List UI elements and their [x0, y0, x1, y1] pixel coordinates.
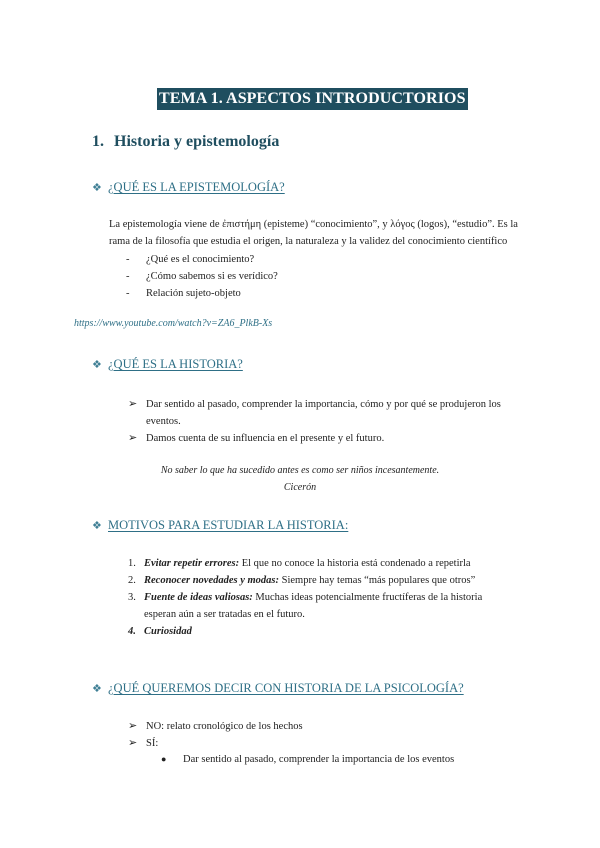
list-item: ➢ SÍ:: [128, 735, 488, 752]
list-item: ➢ NO: relato cronológico de los hechos: [128, 718, 488, 735]
arrow-bullet-icon: ➢: [128, 720, 138, 732]
arrow-bullet-icon: ➢: [128, 432, 138, 444]
video-link[interactable]: https://www.youtube.com/watch?v=ZA6_PlkB-Xs: [74, 318, 273, 329]
list-item: - Relación sujeto-objeto: [126, 288, 241, 299]
heading-number: 1.: [92, 133, 104, 150]
quote: [100, 462, 500, 496]
list-item: - ¿Qué es el conocimiento?: [126, 254, 255, 265]
subsection-epistemology: [92, 180, 285, 195]
diamond-bullet-icon: ❖: [92, 520, 102, 532]
motives-list: [128, 555, 498, 640]
epistemology-list: [126, 251, 278, 302]
heading-text: Historia y epistemología: [114, 133, 280, 150]
subsection-title: MOTIVOS PARA ESTUDIAR LA HISTORIA:: [108, 518, 349, 532]
dot-bullet-icon: ●: [161, 754, 167, 764]
subsection-motives: [92, 518, 348, 533]
epistemology-paragraph: La epistemología viene de ἐπιστήμη (episteme) “conocimiento”, y λόγος (logos), “estudio”. Es la rama de la filosofía que estudia el origen, la naturaleza y la validez del conocimiento científico: [109, 219, 518, 247]
subsection-history: [92, 357, 243, 372]
subsection-title: ¿QUÉ QUEREMOS DECIR CON HISTORIA DE LA PSICOLOGÍA?: [108, 681, 464, 695]
quote-author: Cicerón: [283, 482, 317, 493]
list-item: - ¿Cómo sabemos si es verídico?: [126, 271, 278, 282]
quote-text: No saber lo que ha sucedido antes es como ser niños incesantemente.: [160, 465, 440, 476]
arrow-bullet-icon: ➢: [128, 737, 138, 749]
history-list: [128, 396, 508, 447]
subsection-title: ¿QUÉ ES LA EPISTEMOLOGÍA?: [108, 180, 285, 194]
diamond-bullet-icon: ❖: [92, 182, 102, 194]
list-item: 4. Curiosidad: [128, 626, 192, 637]
list-item: 1. Evitar repetir errores: El que no conoce la historia está condenado a repetirla: [128, 558, 471, 569]
psychology-list: [128, 718, 488, 752]
list-item: 2. Reconocer novedades y modas: Siempre hay temas “más populares que otros”: [128, 575, 476, 586]
list-item: 3. Fuente de ideas valiosas: Muchas ideas potencialmente fructíferas de la historia esperan aún a ser tratadas en el futuro.: [128, 592, 483, 620]
list-item: ➢ Damos cuenta de su influencia en el presente y el futuro.: [128, 430, 508, 447]
list-item: ➢ Dar sentido al pasado, comprender la importancia, cómo y por qué se produjeron los eventos.: [128, 398, 501, 427]
diamond-bullet-icon: ❖: [92, 359, 102, 371]
diamond-bullet-icon: ❖: [92, 683, 102, 695]
psychology-sublist: [161, 751, 454, 768]
page-title: TEMA 1. ASPECTOS INTRODUCTORIOS: [157, 88, 468, 110]
section-heading: [92, 133, 279, 151]
subsection-title: ¿QUÉ ES LA HISTORIA?: [108, 357, 243, 371]
subsection-psychology: [92, 681, 464, 696]
list-item: ● Dar sentido al pasado, comprender la importancia de los eventos: [161, 751, 454, 768]
arrow-bullet-icon: ➢: [128, 398, 138, 410]
